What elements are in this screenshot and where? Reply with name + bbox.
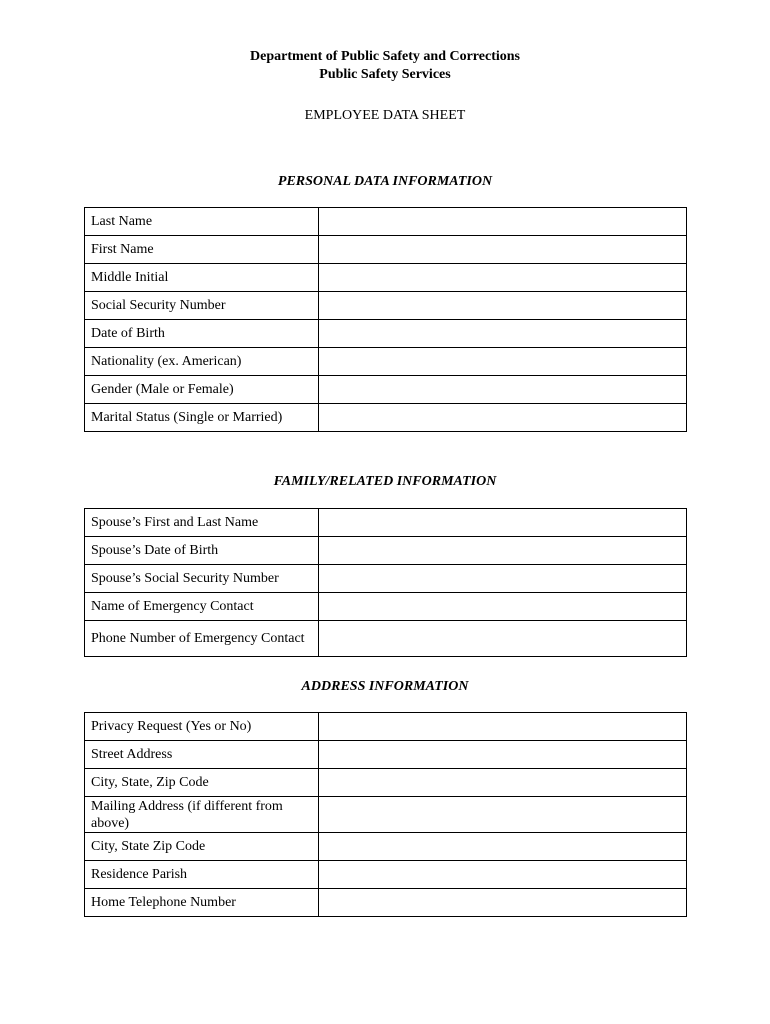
field-label: Street Address: [85, 741, 319, 769]
table-row: [85, 208, 687, 236]
family-info-table: [84, 508, 687, 657]
ssn-field[interactable]: [319, 292, 687, 320]
spouse-dob-field[interactable]: [319, 537, 687, 565]
personal-section-title: PERSONAL DATA INFORMATION: [277, 174, 493, 189]
table-row: [85, 404, 687, 432]
table-row: [85, 769, 687, 797]
mailing-address-field[interactable]: [319, 797, 687, 833]
field-label: Mailing Address (if different from above): [85, 797, 319, 833]
first-name-field[interactable]: [319, 236, 687, 264]
table-row: [85, 861, 687, 889]
marital-status-field[interactable]: [319, 404, 687, 432]
form-header: [0, 48, 770, 84]
table-row: [85, 537, 687, 565]
service-name: Public Safety Services: [319, 67, 451, 82]
table-row: [85, 621, 687, 657]
mailing-city-state-zip-field[interactable]: [319, 833, 687, 861]
spouse-ssn-field[interactable]: [319, 565, 687, 593]
emergency-contact-phone-field[interactable]: [319, 621, 687, 657]
sheet-title: EMPLOYEE DATA SHEET: [304, 108, 466, 123]
personal-data-table: [84, 207, 687, 432]
date-of-birth-field[interactable]: [319, 320, 687, 348]
emergency-contact-name-field[interactable]: [319, 593, 687, 621]
privacy-request-field[interactable]: [319, 713, 687, 741]
field-label: Social Security Number: [85, 292, 319, 320]
field-label: Date of Birth: [85, 320, 319, 348]
field-label: Home Telephone Number: [85, 889, 319, 917]
field-label: First Name: [85, 236, 319, 264]
field-label: Gender (Male or Female): [85, 376, 319, 404]
field-label: Spouse’s Date of Birth: [85, 537, 319, 565]
home-telephone-field[interactable]: [319, 889, 687, 917]
table-row: [85, 797, 687, 833]
field-label: Spouse’s Social Security Number: [85, 565, 319, 593]
table-row: [85, 565, 687, 593]
field-label: Spouse’s First and Last Name: [85, 509, 319, 537]
table-row: [85, 833, 687, 861]
table-row: [85, 593, 687, 621]
table-row: [85, 741, 687, 769]
field-label: Name of Emergency Contact: [85, 593, 319, 621]
table-row: [85, 376, 687, 404]
address-info-table: [84, 712, 687, 917]
field-label: Residence Parish: [85, 861, 319, 889]
field-label: Last Name: [85, 208, 319, 236]
field-label: Nationality (ex. American): [85, 348, 319, 376]
city-state-zip-field[interactable]: [319, 769, 687, 797]
field-label: Phone Number of Emergency Contact: [85, 621, 319, 657]
middle-initial-field[interactable]: [319, 264, 687, 292]
residence-parish-field[interactable]: [319, 861, 687, 889]
table-row: [85, 713, 687, 741]
table-row: [85, 889, 687, 917]
table-row: [85, 236, 687, 264]
last-name-field[interactable]: [319, 208, 687, 236]
gender-field[interactable]: [319, 376, 687, 404]
family-section-title: FAMILY/RELATED INFORMATION: [273, 474, 497, 489]
field-label: City, State Zip Code: [85, 833, 319, 861]
street-address-field[interactable]: [319, 741, 687, 769]
address-section-title: ADDRESS INFORMATION: [301, 679, 469, 694]
department-name: Department of Public Safety and Corrections: [250, 49, 520, 64]
table-row: [85, 320, 687, 348]
table-row: [85, 509, 687, 537]
field-label: City, State, Zip Code: [85, 769, 319, 797]
table-row: [85, 348, 687, 376]
field-label: Middle Initial: [85, 264, 319, 292]
spouse-name-field[interactable]: [319, 509, 687, 537]
table-row: [85, 292, 687, 320]
table-row: [85, 264, 687, 292]
field-label: Privacy Request (Yes or No): [85, 713, 319, 741]
nationality-field[interactable]: [319, 348, 687, 376]
field-label: Marital Status (Single or Married): [85, 404, 319, 432]
